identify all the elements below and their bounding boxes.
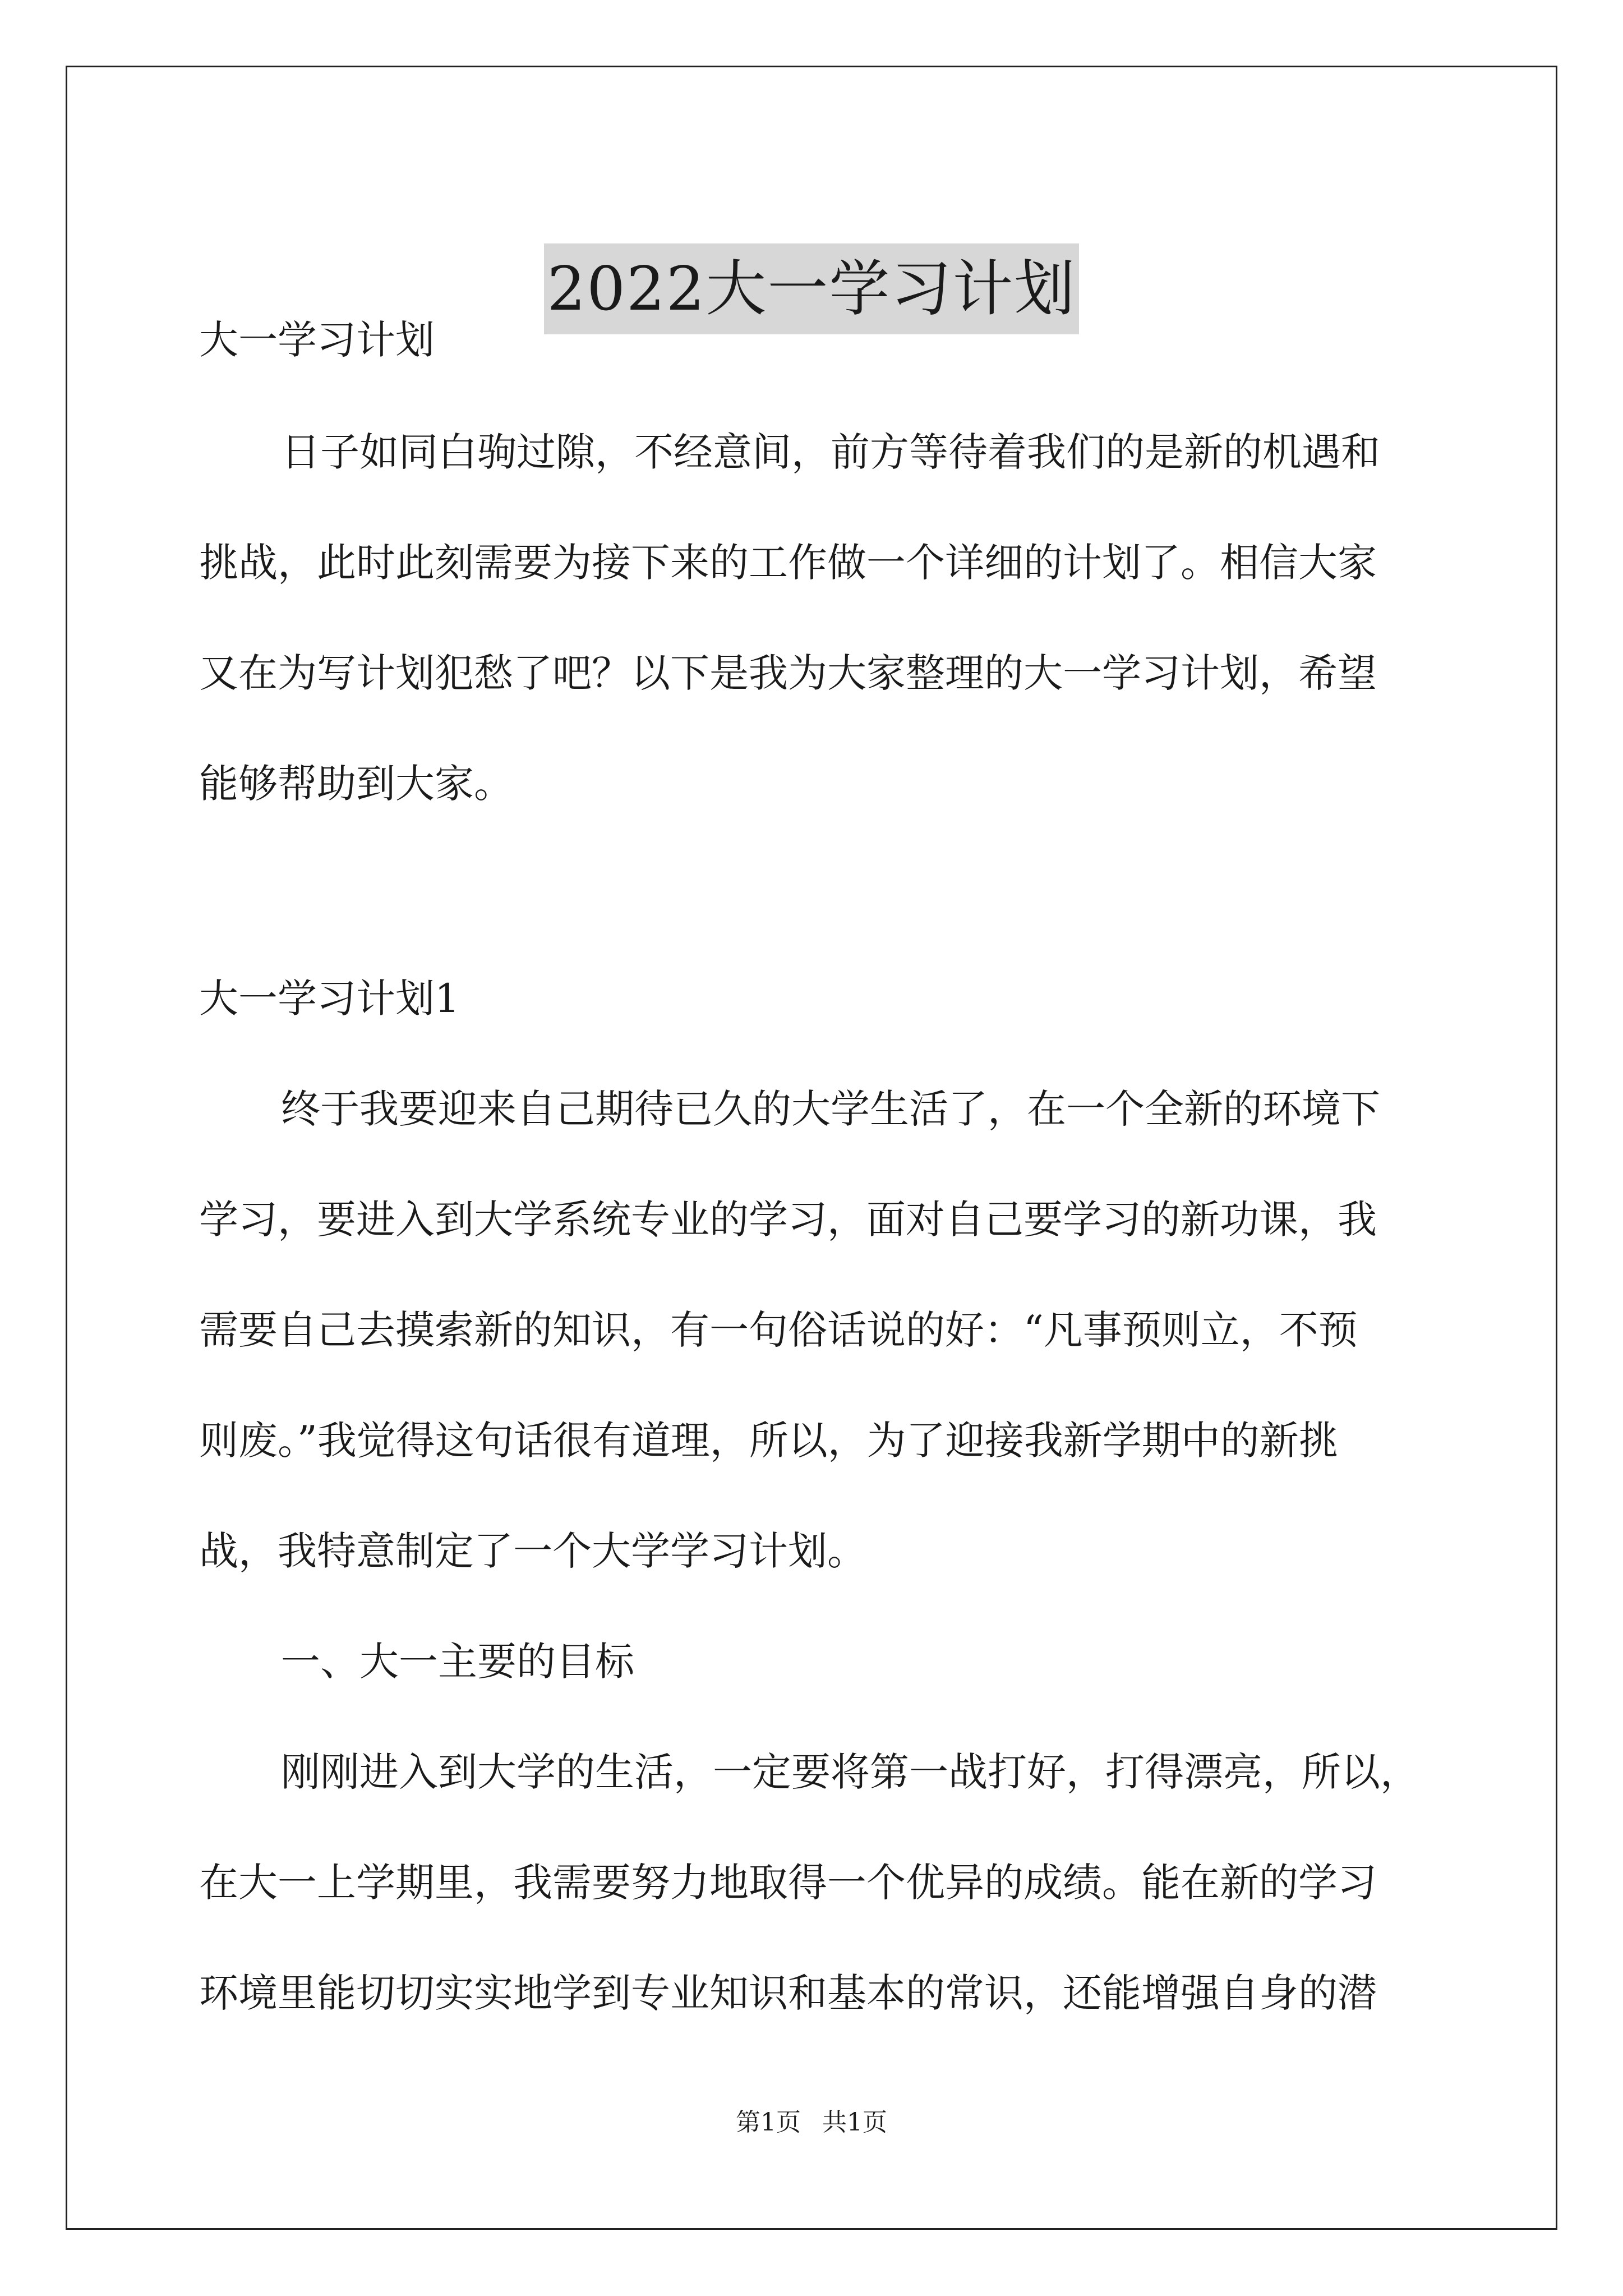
subheading-goal: 一、大一主要的目标 xyxy=(281,1639,634,1685)
section-1-heading: 大一学习计划1 xyxy=(199,976,460,1022)
paragraph-line: 终于我要迎来自己期待已久的大学生活了，在一个全新的环境下 xyxy=(281,1086,1380,1132)
paragraph-line: 在大一上学期里，我需要努力地取得一个优异的成绩。能在新的学习 xyxy=(199,1860,1377,1906)
page-footer xyxy=(0,2106,1623,2139)
document-title: 2022大一学习计划 xyxy=(544,243,1080,334)
paragraph-line: 能够帮助到大家。 xyxy=(199,761,513,807)
paragraph-line: 环境里能切切实实地学到专业知识和基本的常识，还能增强自身的潜 xyxy=(199,1970,1377,2016)
intro-heading: 大一学习计划 xyxy=(199,317,435,363)
paragraph-line: 则废。”我觉得这句话很有道理，所以，为了迎接我新学期中的新挑 xyxy=(199,1418,1338,1464)
paragraph-line: 挑战，此时此刻需要为接下来的工作做一个详细的计划了。相信大家 xyxy=(199,540,1377,586)
page-current: 第1页 xyxy=(736,2108,801,2137)
page-total: 共1页 xyxy=(822,2108,887,2137)
paragraph-line: 学习，要进入到大学系统专业的学习，面对自己要学习的新功课，我 xyxy=(199,1197,1377,1243)
paragraph-line: 需要自己去摸索新的知识，有一句俗话说的好：“凡事预则立，不预 xyxy=(199,1307,1358,1353)
paragraph-line: 战，我特意制定了一个大学学习计划。 xyxy=(199,1528,866,1574)
paragraph-line: 又在为写计划犯愁了吧？以下是我为大家整理的大一学习计划，希望 xyxy=(199,650,1377,696)
paragraph-line: 刚刚进入到大学的生活，一定要将第一战打好，打得漂亮，所以， xyxy=(281,1749,1419,1795)
paragraph-line: 日子如同白驹过隙，不经意间，前方等待着我们的是新的机遇和 xyxy=(281,429,1380,475)
